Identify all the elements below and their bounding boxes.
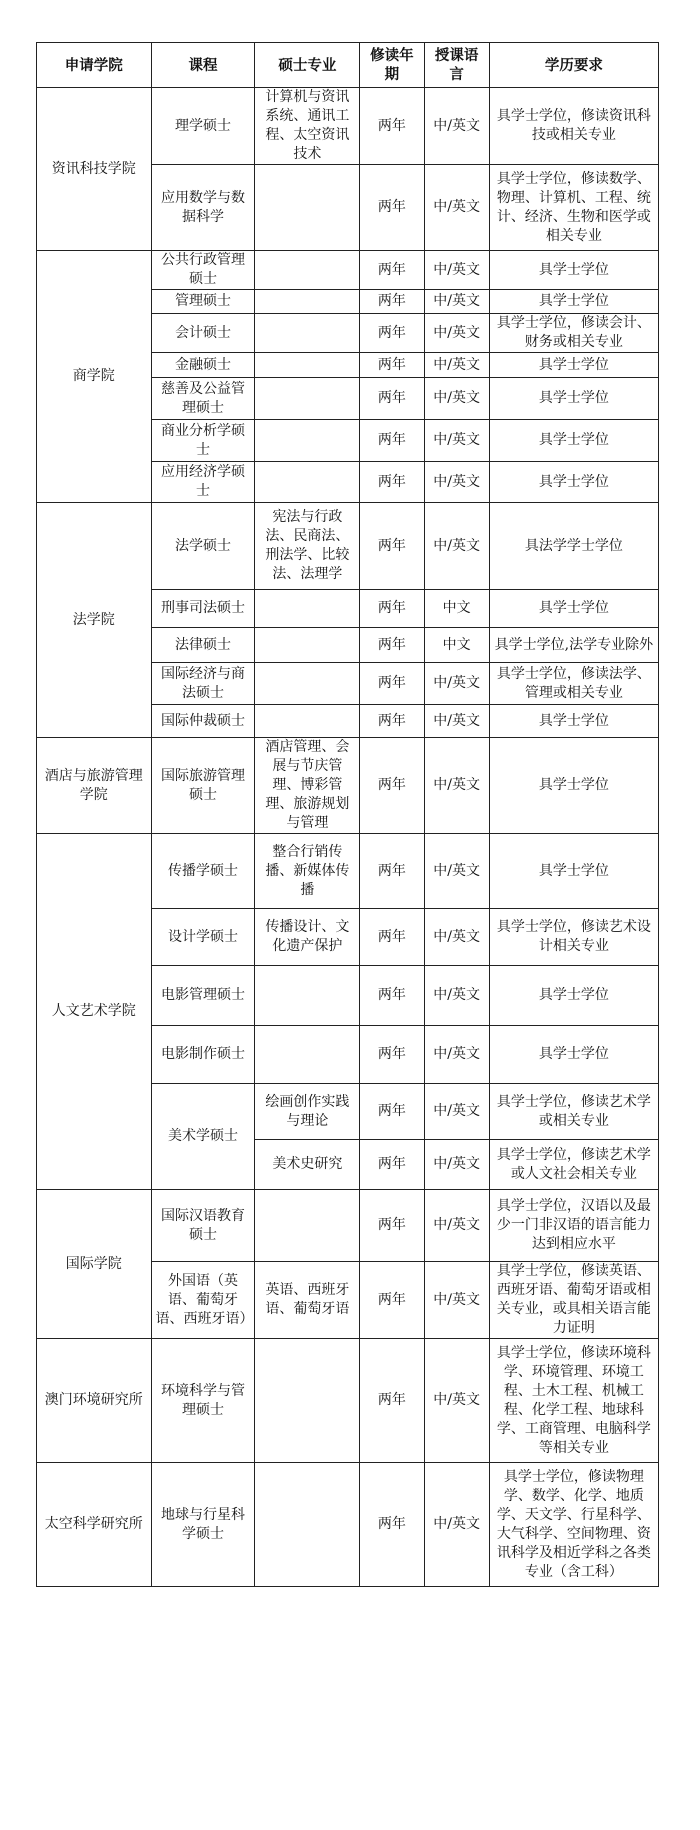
requirement-cell: 具学士学位 (489, 462, 658, 503)
requirement-cell: 具学士学位 (489, 420, 658, 462)
language-cell: 中/英文 (424, 663, 489, 705)
language-cell: 中/英文 (424, 503, 489, 590)
program-cell: 慈善及公益管理硕士 (151, 378, 255, 420)
requirement-cell: 具学士学位，修读物理学、数学、化学、地质学、天文学、行星科学、大气科学、空间物理、资讯科学及相近学科之各类专业（含工科） (489, 1463, 658, 1587)
major-cell (255, 628, 360, 663)
table-row (37, 1190, 659, 1262)
program-cell: 应用数学与数据科学 (151, 165, 255, 251)
years-cell: 两年 (360, 966, 424, 1026)
years-cell: 两年 (360, 705, 424, 738)
years-cell: 两年 (360, 1084, 424, 1140)
program-cell: 金融硕士 (151, 353, 255, 378)
header-row (37, 43, 659, 88)
major-cell (255, 165, 360, 251)
school-cell: 太空科学研究所 (37, 1463, 152, 1587)
program-cell: 国际仲裁硕士 (151, 705, 255, 738)
years-cell: 两年 (360, 1190, 424, 1262)
language-cell: 中/英文 (424, 251, 489, 290)
years-cell: 两年 (360, 663, 424, 705)
requirement-cell: 具学士学位 (489, 738, 658, 834)
major-cell (255, 353, 360, 378)
requirement-cell: 具学士学位，修读英语、西班牙语、葡萄牙语或相关专业，或具相关语言能力证明 (489, 1262, 658, 1339)
program-cell: 法学硕士 (151, 503, 255, 590)
language-cell: 中/英文 (424, 290, 489, 314)
major-cell: 整合行销传播、新媒体传播 (255, 834, 360, 909)
language-cell: 中/英文 (424, 1084, 489, 1140)
program-cell: 应用经济学硕士 (151, 462, 255, 503)
language-cell: 中文 (424, 628, 489, 663)
requirement-cell: 具学士学位 (489, 1026, 658, 1084)
requirement-cell: 具学士学位，修读艺术学或相关专业 (489, 1084, 658, 1140)
major-cell (255, 966, 360, 1026)
header-major: 硕士专业 (255, 43, 360, 88)
requirement-cell: 具学士学位，修读艺术设计相关专业 (489, 909, 658, 966)
requirement-cell: 具学士学位，汉语以及最少一门非汉语的语言能力达到相应水平 (489, 1190, 658, 1262)
years-cell: 两年 (360, 628, 424, 663)
language-cell: 中/英文 (424, 1190, 489, 1262)
requirement-cell: 具学士学位 (489, 590, 658, 628)
table-row (37, 834, 659, 909)
years-cell: 两年 (360, 1339, 424, 1463)
table-row (37, 251, 659, 290)
requirement-cell: 具学士学位,法学专业除外 (489, 628, 658, 663)
years-cell: 两年 (360, 314, 424, 353)
major-cell (255, 1026, 360, 1084)
header-requirement: 学历要求 (489, 43, 658, 88)
major-cell (255, 590, 360, 628)
language-cell: 中/英文 (424, 1026, 489, 1084)
major-cell: 宪法与行政法、民商法、刑法学、比较法、法理学 (255, 503, 360, 590)
program-cell: 国际汉语教育硕士 (151, 1190, 255, 1262)
years-cell: 两年 (360, 420, 424, 462)
language-cell: 中/英文 (424, 1339, 489, 1463)
header-school: 申请学院 (37, 43, 152, 88)
requirement-cell: 具学士学位，修读法学、管理或相关专业 (489, 663, 658, 705)
major-cell (255, 314, 360, 353)
language-cell: 中/英文 (424, 353, 489, 378)
school-cell: 商学院 (37, 251, 152, 503)
years-cell: 两年 (360, 834, 424, 909)
school-cell: 法学院 (37, 503, 152, 738)
years-cell: 两年 (360, 462, 424, 503)
years-cell: 两年 (360, 1262, 424, 1339)
major-cell (255, 420, 360, 462)
language-cell: 中/英文 (424, 705, 489, 738)
requirement-cell: 具学士学位，修读环境科学、环境管理、环境工程、土木工程、机械工程、化学工程、地球科学、工商管理、电脑科学等相关专业 (489, 1339, 658, 1463)
requirement-cell: 具学士学位，修读资讯科技或相关专业 (489, 88, 658, 165)
language-cell: 中/英文 (424, 966, 489, 1026)
years-cell: 两年 (360, 251, 424, 290)
language-cell: 中/英文 (424, 462, 489, 503)
major-cell (255, 378, 360, 420)
school-cell: 澳门环境研究所 (37, 1339, 152, 1463)
requirement-cell: 具学士学位 (489, 705, 658, 738)
header-years: 修读年期 (360, 43, 424, 88)
requirement-cell: 具学士学位 (489, 290, 658, 314)
years-cell: 两年 (360, 290, 424, 314)
requirement-cell: 具学士学位，修读会计、财务或相关专业 (489, 314, 658, 353)
requirement-cell: 具法学学士学位 (489, 503, 658, 590)
language-cell: 中/英文 (424, 165, 489, 251)
years-cell: 两年 (360, 378, 424, 420)
language-cell: 中/英文 (424, 314, 489, 353)
program-cell: 管理硕士 (151, 290, 255, 314)
years-cell: 两年 (360, 503, 424, 590)
years-cell: 两年 (360, 88, 424, 165)
table-row (37, 738, 659, 834)
program-cell: 刑事司法硕士 (151, 590, 255, 628)
table-row (37, 1339, 659, 1463)
program-cell: 电影制作硕士 (151, 1026, 255, 1084)
language-cell: 中/英文 (424, 378, 489, 420)
language-cell: 中/英文 (424, 1463, 489, 1587)
requirement-cell: 具学士学位，修读艺术学或人文社会相关专业 (489, 1140, 658, 1190)
school-cell: 人文艺术学院 (37, 834, 152, 1190)
major-cell: 英语、西班牙语、葡萄牙语 (255, 1262, 360, 1339)
major-cell (255, 663, 360, 705)
years-cell: 两年 (360, 1463, 424, 1587)
school-cell: 国际学院 (37, 1190, 152, 1339)
program-cell: 电影管理硕士 (151, 966, 255, 1026)
language-cell: 中/英文 (424, 1262, 489, 1339)
language-cell: 中/英文 (424, 420, 489, 462)
school-cell: 酒店与旅游管理学院 (37, 738, 152, 834)
program-cell: 理学硕士 (151, 88, 255, 165)
programs-table (36, 42, 659, 1587)
table-row (37, 88, 659, 165)
program-cell: 会计硕士 (151, 314, 255, 353)
years-cell: 两年 (360, 1026, 424, 1084)
language-cell: 中/英文 (424, 88, 489, 165)
school-cell: 资讯科技学院 (37, 88, 152, 251)
program-cell: 国际旅游管理硕士 (151, 738, 255, 834)
major-cell (255, 1339, 360, 1463)
program-cell: 外国语（英语、葡萄牙语、西班牙语） (151, 1262, 255, 1339)
years-cell: 两年 (360, 1140, 424, 1190)
program-cell: 法律硕士 (151, 628, 255, 663)
program-cell: 地球与行星科学硕士 (151, 1463, 255, 1587)
program-cell: 商业分析学硕士 (151, 420, 255, 462)
major-cell (255, 1463, 360, 1587)
table-row (37, 503, 659, 590)
major-cell (255, 705, 360, 738)
program-cell: 美术学硕士 (151, 1084, 255, 1190)
major-cell (255, 1190, 360, 1262)
years-cell: 两年 (360, 590, 424, 628)
years-cell: 两年 (360, 165, 424, 251)
requirement-cell: 具学士学位 (489, 353, 658, 378)
major-cell: 美术史研究 (255, 1140, 360, 1190)
language-cell: 中/英文 (424, 834, 489, 909)
major-cell (255, 290, 360, 314)
major-cell: 计算机与资讯系统、通讯工程、太空资讯技术 (255, 88, 360, 165)
language-cell: 中/英文 (424, 1140, 489, 1190)
major-cell: 酒店管理、会展与节庆管理、博彩管理、旅游规划与管理 (255, 738, 360, 834)
requirement-cell: 具学士学位 (489, 251, 658, 290)
program-cell: 传播学硕士 (151, 834, 255, 909)
years-cell: 两年 (360, 909, 424, 966)
program-cell: 公共行政管理硕士 (151, 251, 255, 290)
major-cell (255, 251, 360, 290)
program-cell: 环境科学与管理硕士 (151, 1339, 255, 1463)
language-cell: 中文 (424, 590, 489, 628)
program-cell: 设计学硕士 (151, 909, 255, 966)
table-body (37, 88, 659, 1587)
major-cell: 绘画创作实践与理论 (255, 1084, 360, 1140)
language-cell: 中/英文 (424, 909, 489, 966)
major-cell (255, 462, 360, 503)
requirement-cell: 具学士学位，修读数学、物理、计算机、工程、统计、经济、生物和医学或相关专业 (489, 165, 658, 251)
requirement-cell: 具学士学位 (489, 378, 658, 420)
requirement-cell: 具学士学位 (489, 966, 658, 1026)
years-cell: 两年 (360, 738, 424, 834)
language-cell: 中/英文 (424, 738, 489, 834)
table-row (37, 1463, 659, 1587)
program-cell: 国际经济与商法硕士 (151, 663, 255, 705)
header-language: 授课语言 (424, 43, 489, 88)
major-cell: 传播设计、文化遗产保护 (255, 909, 360, 966)
header-program: 课程 (151, 43, 255, 88)
years-cell: 两年 (360, 353, 424, 378)
requirement-cell: 具学士学位 (489, 834, 658, 909)
